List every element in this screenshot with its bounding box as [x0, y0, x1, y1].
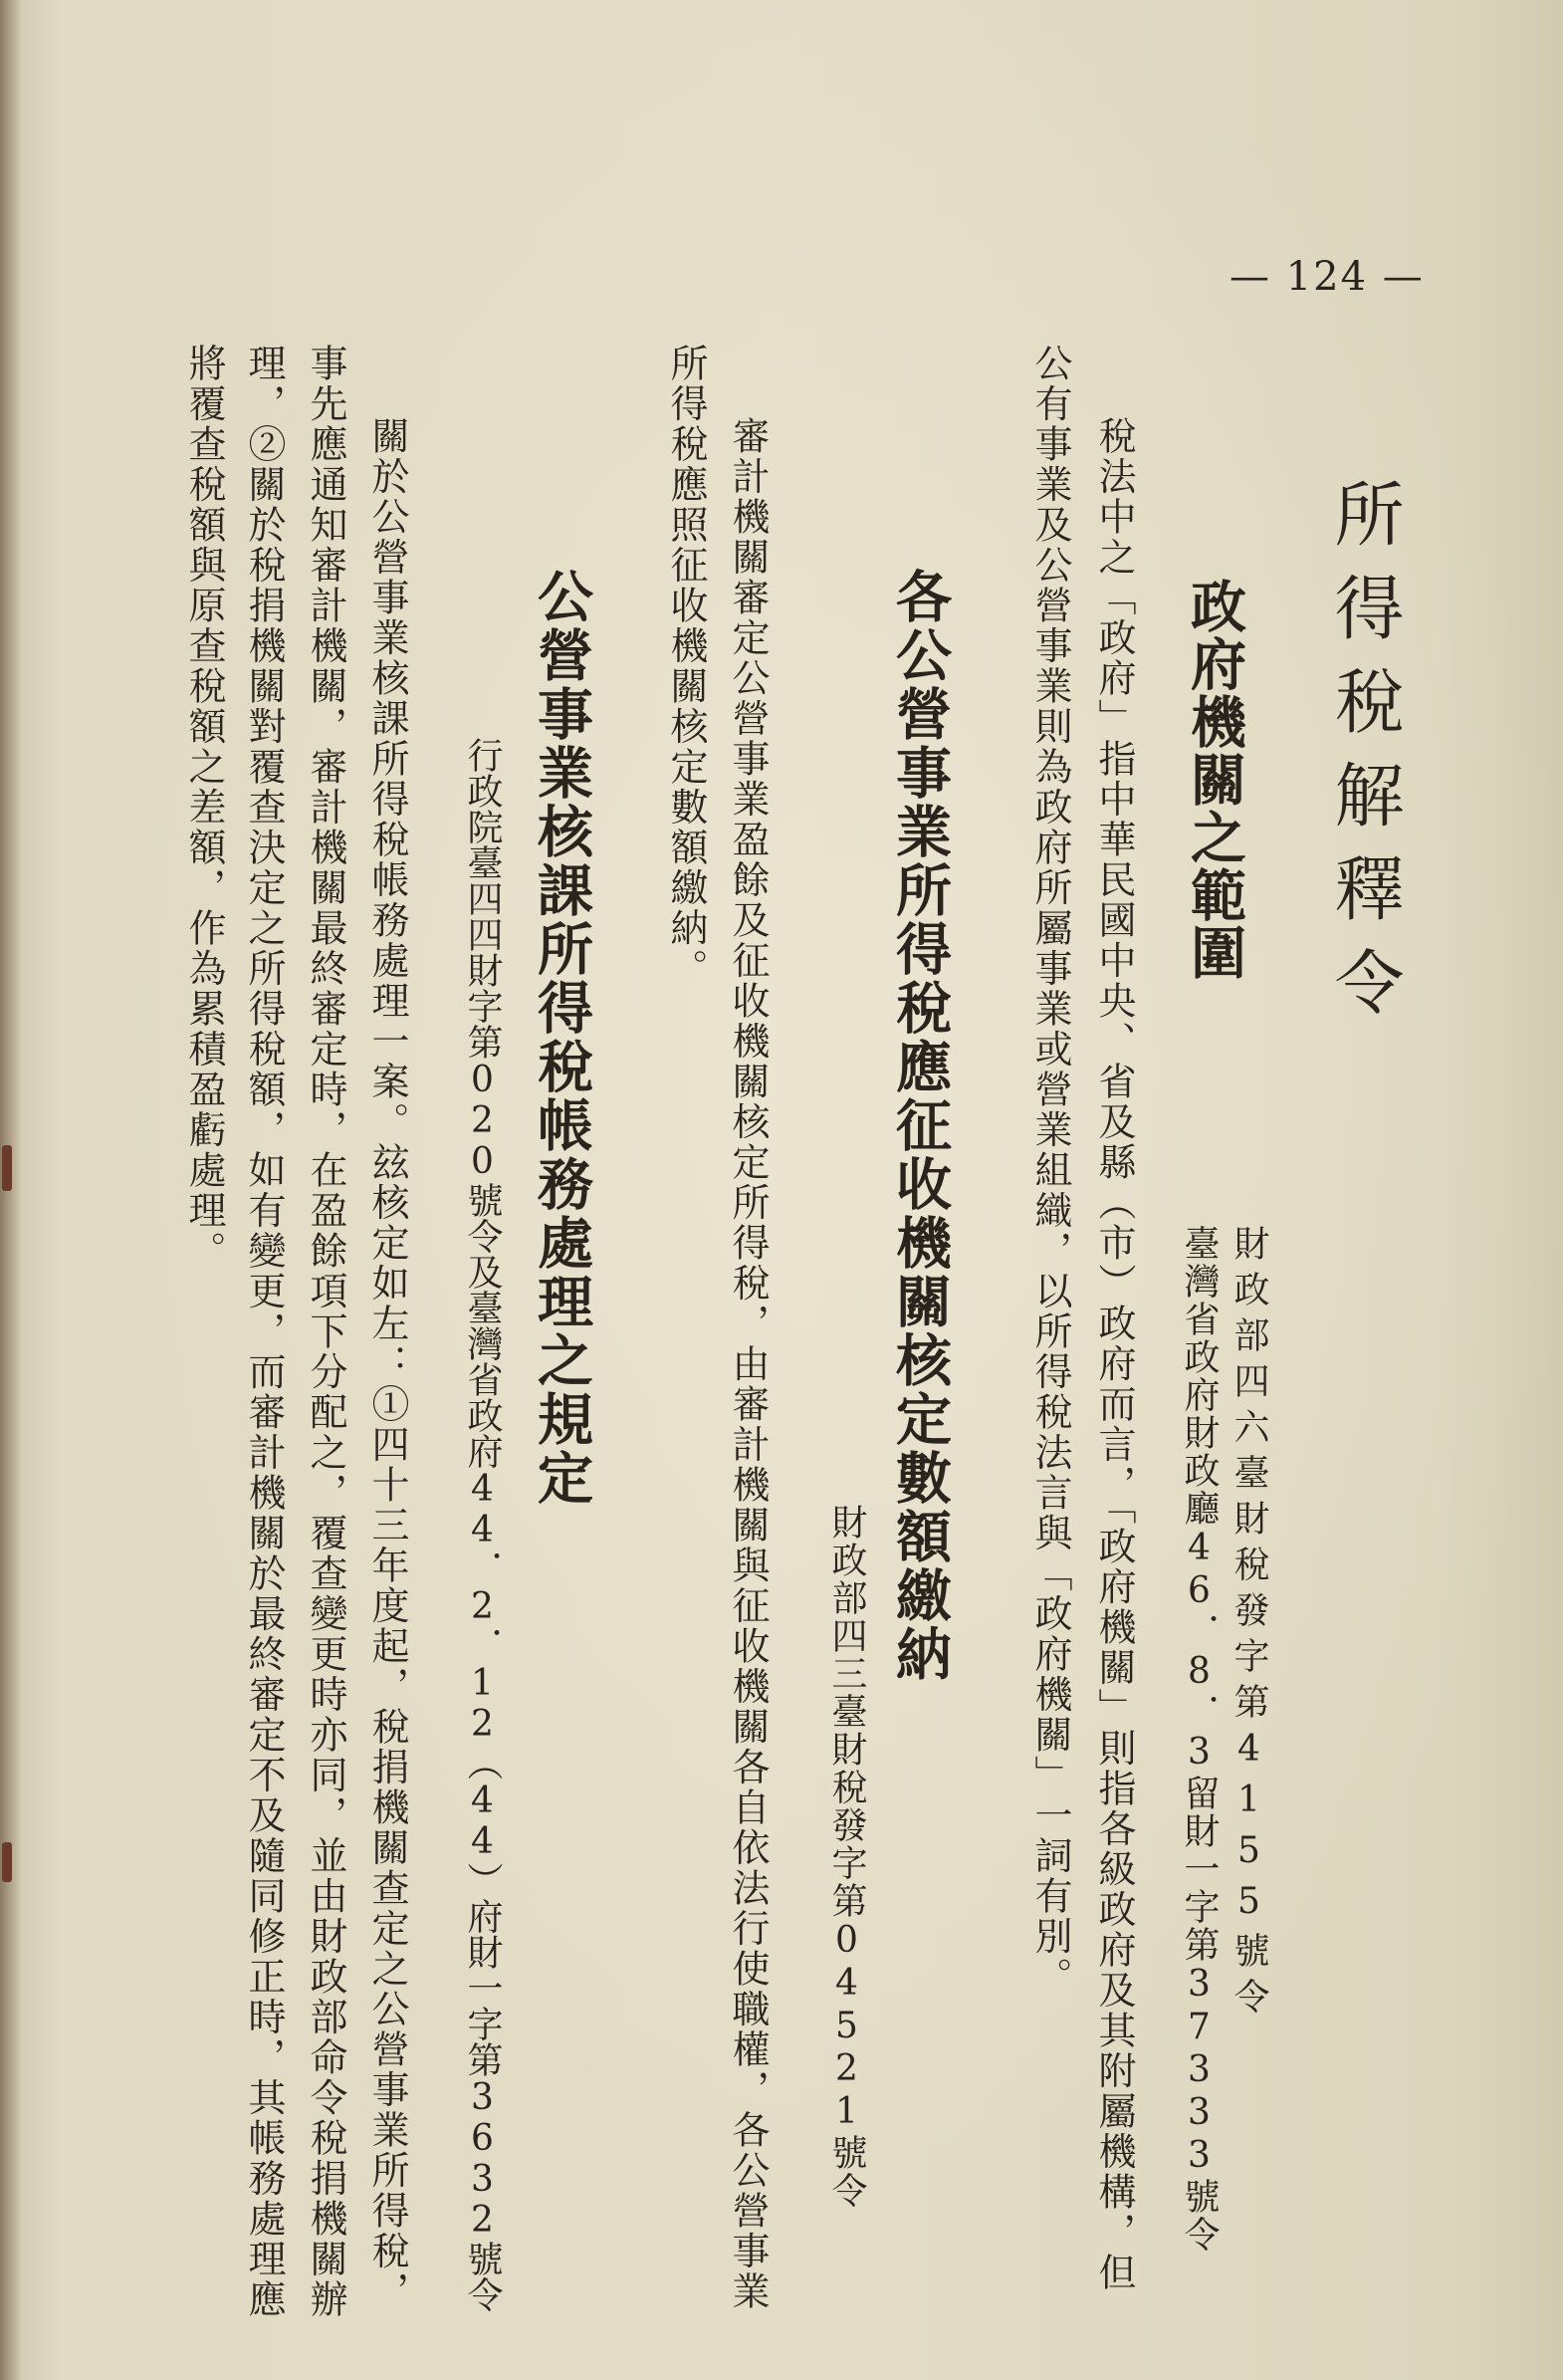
body-paragraph-line: 所得稅應照征收機關核定數額繳納。 [664, 344, 708, 989]
body-paragraph-line: 理，②關於稅捐機關對覆查決定之所得稅額，如有變更，而審計機關於最終審定不及隨同修正時，其帳務處理應 [242, 344, 286, 2320]
body-paragraph-line: 將覆查稅額與原查稅額之差額，作為累積盈虧處理。 [182, 344, 226, 1272]
binding-thread-mark [2, 1842, 12, 1882]
page-number: — 124 — [1229, 254, 1425, 300]
citation: 財政部四三臺財稅發字第04521號令 [826, 1504, 867, 2210]
citation: 行政院臺四四財字第020號令及臺灣省政府44．2．12（44）府財一字第3632號令 [462, 737, 503, 2312]
section-title-public-enterprise-tax-accounting: 公營事業核課所得稅帳務處理之規定 [529, 568, 594, 1508]
body-paragraph-line: 關於公營事業核課所得稅帳務處理一案。玆核定如左：①四十三年度起，稅捐機關查定之公營事業所得稅， [365, 416, 409, 2312]
main-title: 所得稅解釋令 [1323, 478, 1405, 1040]
citation: 財政部四六臺財稅發字第4155號令 [1228, 1225, 1269, 2023]
body-paragraph-line: 公有事業及公營事業則為政府所屬事業或營業組織，以所得稅法言與「政府機關」一詞有別。 [1028, 344, 1072, 1998]
body-paragraph-line: 審計機關審定公營事業盈餘及征收機關核定所得稅，由審計機關與征收機關各自依法行使職權，各公營事業 [726, 416, 770, 2312]
citation: 臺灣省政府財政廳46．8．3留財一字第37333號令 [1179, 1225, 1220, 2254]
binding-thread-mark [2, 1145, 12, 1191]
body-paragraph-line: 事先應通知審計機關，審計機關最終審定時，在盈餘項下分配之，覆查變更時亦同，並由財政部命令稅捐機關辦 [304, 344, 347, 2320]
body-paragraph-line: 稅法中之「政府」指中華民國中央、省及縣（市）政府而言，「政府機關」則指各級政府及其附屬機構，但 [1092, 416, 1136, 2293]
section-title-government-agencies: 政府機關之範圍 [1182, 578, 1247, 982]
section-title-public-enterprise-tax-payment: 各公營事業所得稅應征收機關核定數額繳納 [887, 568, 953, 1684]
